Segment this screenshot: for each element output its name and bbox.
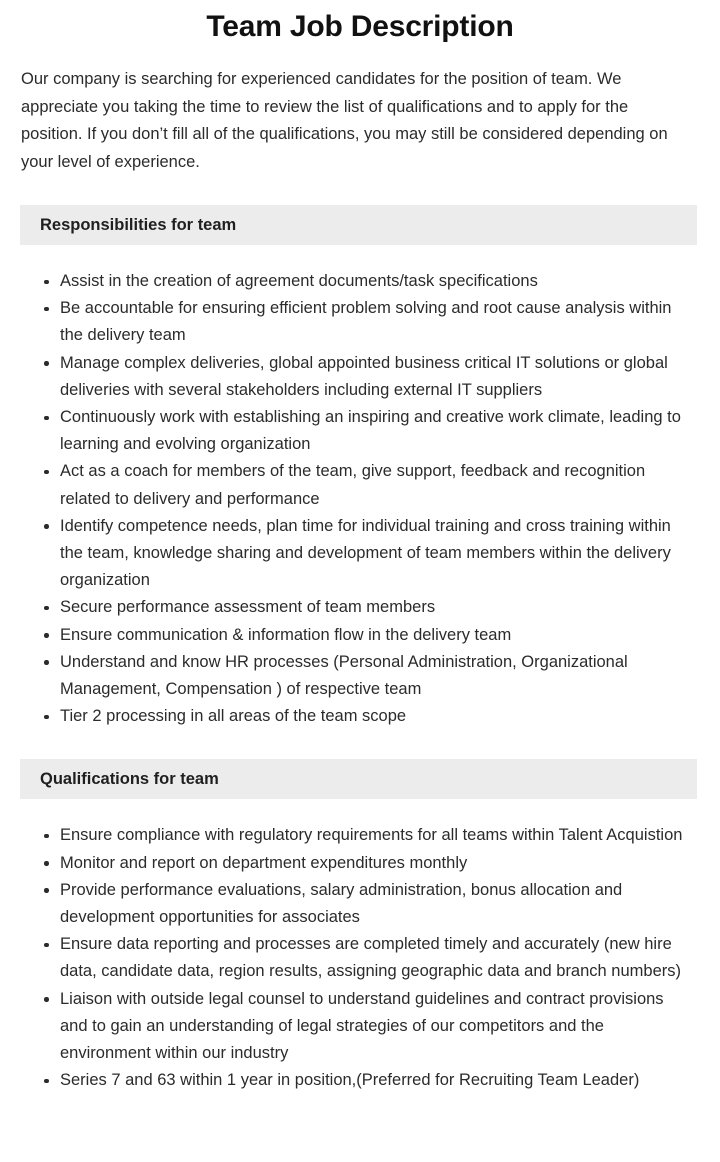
list-item: Understand and know HR processes (Personal Administration, Organizational Management, Compensation ) of respective team — [44, 649, 690, 703]
list-item: Ensure compliance with regulatory requirements for all teams within Talent Acquistion — [44, 822, 690, 849]
section-header — [20, 205, 697, 245]
list-item: Liaison with outside legal counsel to understand guidelines and contract provisions and to gain an understanding of legal strategies of our competitors and the environment within our industry — [44, 986, 690, 1068]
list-item: Ensure data reporting and processes are completed timely and accurately (new hire data, candidate data, region results, assigning geographic data and branch numbers) — [44, 931, 690, 985]
intro-paragraph: Our company is searching for experienced candidates for the position of team. We appreciate you taking the time to review the list of qualifications and to apply for the position. If you don’t fill all of the qualifications, you may still be considered depending on your level of experience. — [21, 70, 668, 171]
section — [0, 205, 720, 730]
list-item: Series 7 and 63 within 1 year in position,(Preferred for Recruiting Team Leader) — [44, 1067, 690, 1094]
bullet-list — [0, 799, 720, 1134]
section — [0, 759, 720, 1134]
list-item: Ensure communication & information flow in the delivery team — [44, 622, 690, 649]
list-item: Identify competence needs, plan time for individual training and cross training within the team, knowledge sharing and development of team members within the delivery organization — [44, 513, 690, 595]
section-header — [20, 759, 697, 799]
list-item: Be accountable for ensuring efficient problem solving and root cause analysis within the delivery team — [44, 295, 690, 349]
list-item: Monitor and report on department expenditures monthly — [44, 850, 690, 877]
list-item: Assist in the creation of agreement documents/task specifications — [44, 268, 690, 295]
bullet-list — [0, 245, 720, 730]
page-title: Team Job Description — [206, 10, 514, 43]
list-item: Manage complex deliveries, global appointed business critical IT solutions or global deliveries with several stakeholders including external IT suppliers — [44, 350, 690, 404]
section-header-label: Responsibilities for team — [40, 216, 237, 234]
sections-container — [0, 205, 720, 1134]
list-item: Continuously work with establishing an inspiring and creative work climate, leading to learning and evolving organization — [44, 404, 690, 458]
list-item: Provide performance evaluations, salary administration, bonus allocation and development opportunities for associates — [44, 877, 690, 931]
list-item: Secure performance assessment of team members — [44, 594, 690, 621]
list-item: Tier 2 processing in all areas of the team scope — [44, 703, 690, 730]
list-item: Act as a coach for members of the team, give support, feedback and recognition related to delivery and performance — [44, 458, 690, 512]
section-header-label: Qualifications for team — [40, 770, 219, 789]
